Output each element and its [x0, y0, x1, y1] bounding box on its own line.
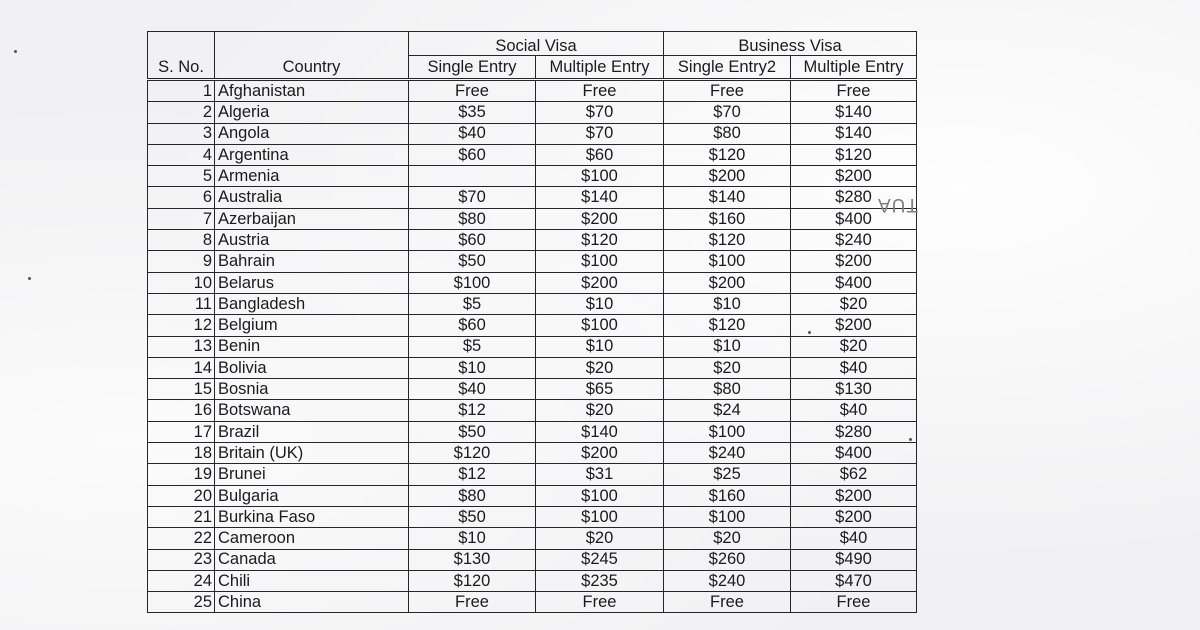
social-multiple-cell: $10 [536, 336, 664, 357]
table-row [148, 315, 917, 336]
country-cell: Bangladesh [215, 293, 409, 314]
sno-cell: 22 [148, 528, 215, 549]
sno-cell: 19 [148, 464, 215, 485]
table-row [148, 293, 917, 314]
sno-cell: 2 [148, 102, 215, 123]
social-multiple-cell: $70 [536, 123, 664, 144]
country-cell: Bosnia [215, 379, 409, 400]
sno-cell: 24 [148, 570, 215, 591]
sno-cell: 3 [148, 123, 215, 144]
social-single-cell: $35 [409, 102, 536, 123]
business-single-cell: $200 [664, 272, 791, 293]
business-multiple-cell: $280 [791, 421, 917, 442]
social-single-cell: $40 [409, 123, 536, 144]
country-cell: Bulgaria [215, 485, 409, 506]
social-multiple-cell: $100 [536, 506, 664, 527]
country-cell: Benin [215, 336, 409, 357]
business-single-cell: $10 [664, 336, 791, 357]
social-single-cell: Free [409, 80, 536, 102]
business-single-cell: $260 [664, 549, 791, 570]
business-multiple-cell: $20 [791, 293, 917, 314]
social-multiple-cell: $100 [536, 166, 664, 187]
business-multiple-header: Multiple Entry [791, 56, 917, 80]
business-multiple-cell: Free [791, 80, 917, 102]
business-single-cell: $70 [664, 102, 791, 123]
business-multiple-cell: $62 [791, 464, 917, 485]
sno-cell: 8 [148, 230, 215, 251]
sno-cell: 4 [148, 144, 215, 165]
sno-cell: 11 [148, 293, 215, 314]
business-single-cell: $80 [664, 379, 791, 400]
social-single-cell: $5 [409, 293, 536, 314]
country-cell: Azerbaijan [215, 208, 409, 229]
business-multiple-cell: $200 [791, 166, 917, 187]
social-multiple-cell: $245 [536, 549, 664, 570]
social-multiple-cell: $60 [536, 144, 664, 165]
business-multiple-cell: $20 [791, 336, 917, 357]
business-single-header: Single Entry2 [664, 56, 791, 80]
business-single-cell: $140 [664, 187, 791, 208]
table-row [148, 208, 917, 229]
table-row [148, 166, 917, 187]
business-single-cell: $80 [664, 123, 791, 144]
business-multiple-cell: $200 [791, 251, 917, 272]
table-row [148, 102, 917, 123]
sno-cell: 13 [148, 336, 215, 357]
table-row [148, 400, 917, 421]
sno-cell: 6 [148, 187, 215, 208]
business-single-cell: $120 [664, 144, 791, 165]
table-row [148, 421, 917, 442]
country-cell: Australia [215, 187, 409, 208]
business-multiple-cell: $200 [791, 315, 917, 336]
country-header: Country [215, 56, 409, 80]
table-row [148, 144, 917, 165]
table-row [148, 251, 917, 272]
table-row [148, 379, 917, 400]
table-row [148, 443, 917, 464]
country-cell: Brazil [215, 421, 409, 442]
social-multiple-cell: $140 [536, 421, 664, 442]
social-multiple-header: Multiple Entry [536, 56, 664, 80]
social-multiple-cell: $10 [536, 293, 664, 314]
blank-header-cell [215, 32, 409, 56]
social-multiple-cell: $20 [536, 357, 664, 378]
social-single-cell: $80 [409, 208, 536, 229]
table-row [148, 570, 917, 591]
business-single-cell: $120 [664, 315, 791, 336]
country-cell: Bahrain [215, 251, 409, 272]
table-row [148, 230, 917, 251]
social-multiple-cell: $120 [536, 230, 664, 251]
social-visa-header: Social Visa [409, 32, 664, 56]
social-single-cell: $120 [409, 443, 536, 464]
sno-cell: 21 [148, 506, 215, 527]
social-multiple-cell: $200 [536, 443, 664, 464]
sno-cell: 14 [148, 357, 215, 378]
table-row [148, 80, 917, 102]
sno-cell: 15 [148, 379, 215, 400]
country-cell: Chili [215, 570, 409, 591]
social-multiple-cell: $100 [536, 485, 664, 506]
social-multiple-cell: $200 [536, 208, 664, 229]
business-single-cell: $20 [664, 357, 791, 378]
sno-cell: 18 [148, 443, 215, 464]
social-single-cell: $130 [409, 549, 536, 570]
social-multiple-cell: $100 [536, 315, 664, 336]
social-multiple-cell: $20 [536, 528, 664, 549]
sno-header: S. No. [148, 56, 215, 80]
social-single-cell [409, 166, 536, 187]
blank-header-cell [148, 32, 215, 56]
social-single-cell: $60 [409, 230, 536, 251]
table-body [148, 80, 917, 613]
business-single-cell: $160 [664, 208, 791, 229]
social-single-cell: $50 [409, 251, 536, 272]
business-multiple-cell: $120 [791, 144, 917, 165]
business-multiple-cell: $400 [791, 208, 917, 229]
social-single-cell: $60 [409, 315, 536, 336]
sno-cell: 20 [148, 485, 215, 506]
paper-speck [808, 331, 811, 334]
country-cell: Burkina Faso [215, 506, 409, 527]
paper-speck [28, 277, 31, 280]
business-single-cell: $200 [664, 166, 791, 187]
table-row [148, 528, 917, 549]
social-single-cell: $10 [409, 357, 536, 378]
business-single-cell: $100 [664, 421, 791, 442]
social-multiple-cell: $140 [536, 187, 664, 208]
business-single-cell: $120 [664, 230, 791, 251]
business-multiple-cell: $470 [791, 570, 917, 591]
business-single-cell: $100 [664, 251, 791, 272]
sno-cell: 5 [148, 166, 215, 187]
country-cell: Cameroon [215, 528, 409, 549]
business-multiple-cell: $140 [791, 102, 917, 123]
social-multiple-cell: $70 [536, 102, 664, 123]
sno-cell: 1 [148, 80, 215, 102]
business-single-cell: $20 [664, 528, 791, 549]
business-multiple-cell: $240 [791, 230, 917, 251]
social-single-cell: $40 [409, 379, 536, 400]
sno-cell: 16 [148, 400, 215, 421]
table-row [148, 357, 917, 378]
paper-speck [909, 438, 912, 441]
country-cell: Canada [215, 549, 409, 570]
sno-cell: 23 [148, 549, 215, 570]
business-multiple-cell: Free [791, 592, 917, 613]
table-row [148, 336, 917, 357]
social-single-cell: $50 [409, 421, 536, 442]
business-single-cell: $160 [664, 485, 791, 506]
social-single-header: Single Entry [409, 56, 536, 80]
social-single-cell: $120 [409, 570, 536, 591]
business-multiple-cell: $200 [791, 506, 917, 527]
business-multiple-cell: $280 [791, 187, 917, 208]
country-cell: Britain (UK) [215, 443, 409, 464]
social-multiple-cell: $100 [536, 251, 664, 272]
table-row [148, 485, 917, 506]
business-single-cell: $25 [664, 464, 791, 485]
country-cell: Belgium [215, 315, 409, 336]
social-single-cell: $10 [409, 528, 536, 549]
business-multiple-cell: $40 [791, 357, 917, 378]
country-cell: Algeria [215, 102, 409, 123]
sno-cell: 7 [148, 208, 215, 229]
business-single-cell: $100 [664, 506, 791, 527]
country-cell: China [215, 592, 409, 613]
social-single-cell: $80 [409, 485, 536, 506]
table-row [148, 187, 917, 208]
business-single-cell: $10 [664, 293, 791, 314]
business-single-cell: Free [664, 80, 791, 102]
table-row [148, 592, 917, 613]
business-multiple-cell: $490 [791, 549, 917, 570]
social-single-cell: $12 [409, 464, 536, 485]
faint-stamp-text: AUT [878, 194, 919, 215]
table-row [148, 272, 917, 293]
table-row [148, 506, 917, 527]
social-single-cell: Free [409, 592, 536, 613]
sno-cell: 10 [148, 272, 215, 293]
social-single-cell: $5 [409, 336, 536, 357]
social-single-cell: $70 [409, 187, 536, 208]
column-header-row [148, 56, 917, 80]
business-visa-header: Business Visa [664, 32, 917, 56]
social-multiple-cell: Free [536, 80, 664, 102]
country-cell: Armenia [215, 166, 409, 187]
table-row [148, 123, 917, 144]
paper-speck [14, 50, 17, 53]
table-row [148, 549, 917, 570]
sno-cell: 17 [148, 421, 215, 442]
sno-cell: 25 [148, 592, 215, 613]
social-multiple-cell: $200 [536, 272, 664, 293]
country-cell: Austria [215, 230, 409, 251]
business-single-cell: $24 [664, 400, 791, 421]
sno-cell: 9 [148, 251, 215, 272]
social-single-cell: $60 [409, 144, 536, 165]
business-single-cell: Free [664, 592, 791, 613]
business-multiple-cell: $200 [791, 485, 917, 506]
country-cell: Botswana [215, 400, 409, 421]
social-multiple-cell: Free [536, 592, 664, 613]
country-cell: Afghanistan [215, 80, 409, 102]
business-multiple-cell: $400 [791, 272, 917, 293]
business-multiple-cell: $40 [791, 528, 917, 549]
country-cell: Angola [215, 123, 409, 144]
business-multiple-cell: $40 [791, 400, 917, 421]
social-multiple-cell: $65 [536, 379, 664, 400]
social-multiple-cell: $31 [536, 464, 664, 485]
country-cell: Belarus [215, 272, 409, 293]
business-single-cell: $240 [664, 443, 791, 464]
country-cell: Argentina [215, 144, 409, 165]
group-header-row [148, 32, 917, 56]
social-multiple-cell: $20 [536, 400, 664, 421]
social-single-cell: $100 [409, 272, 536, 293]
business-multiple-cell: $400 [791, 443, 917, 464]
business-single-cell: $240 [664, 570, 791, 591]
social-single-cell: $12 [409, 400, 536, 421]
social-single-cell: $50 [409, 506, 536, 527]
country-cell: Brunei [215, 464, 409, 485]
social-multiple-cell: $235 [536, 570, 664, 591]
business-multiple-cell: $140 [791, 123, 917, 144]
sno-cell: 12 [148, 315, 215, 336]
country-cell: Bolivia [215, 357, 409, 378]
visa-fee-table [147, 31, 917, 613]
table-row [148, 464, 917, 485]
business-multiple-cell: $130 [791, 379, 917, 400]
